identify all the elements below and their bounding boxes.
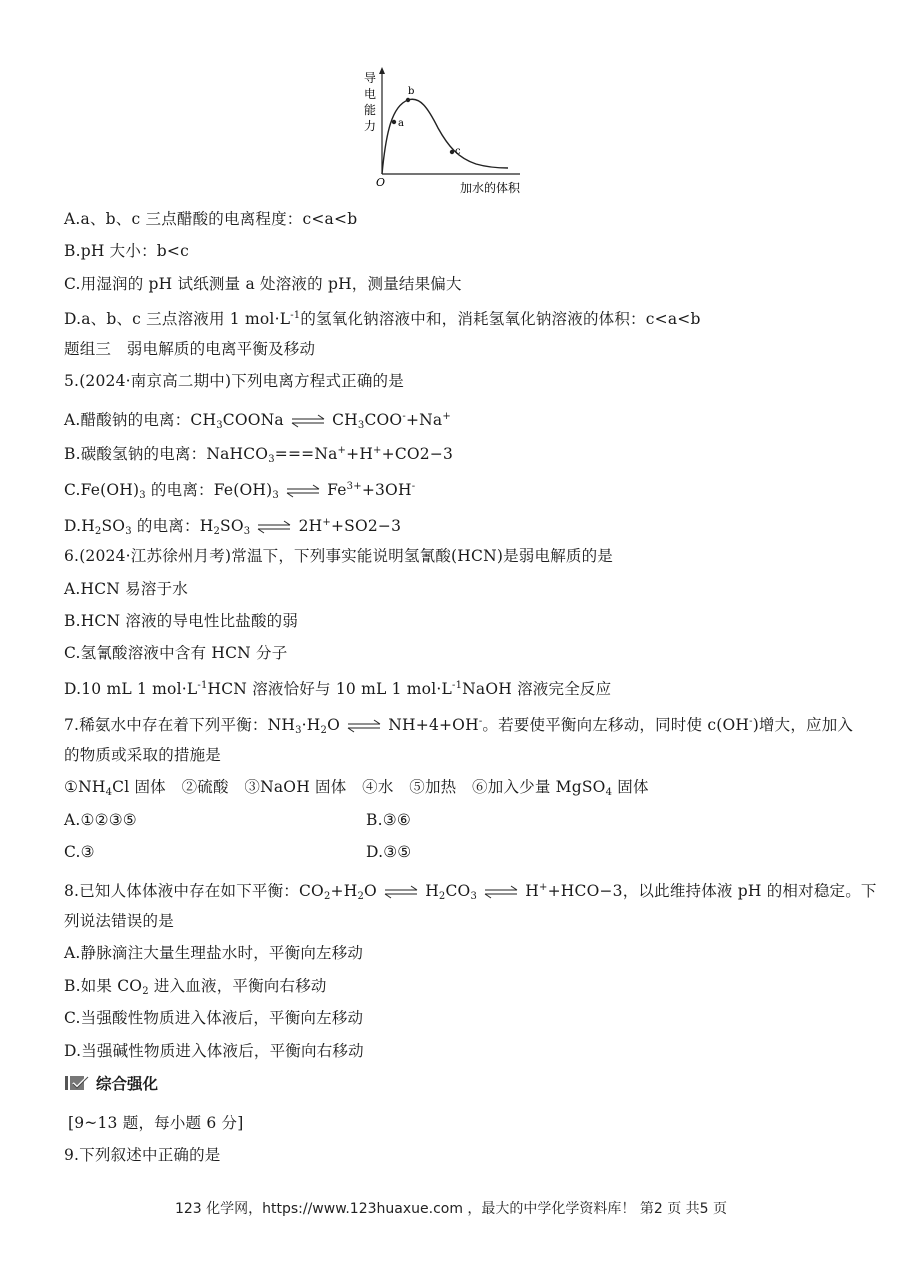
- q6-option-a: A.HCN 易溶于水: [64, 580, 188, 598]
- q7-measures: $①NH_4Cl$ 固体 ②硫酸 ③NaOH 固体 ④水 ⑤加热 ⑥加入少量 MgSO$_4$ 固体: [64, 778, 649, 798]
- section-header: [64, 1071, 158, 1095]
- q6-stem: 6.(2024·江苏徐州月考)常温下，下列事实能说明氢氰酸(HCN)是弱电解质的是: [64, 547, 613, 565]
- q7-option-a: A.①②③⑤: [64, 811, 137, 829]
- q4-option-c: C.用湿润的 pH 试纸测量 a 处溶液的 pH，测量结果偏大: [64, 275, 462, 293]
- reversible-arrow-icon: [346, 719, 382, 733]
- q8-option-a: A.静脉滴注大量生理盐水时，平衡向左移动: [64, 944, 364, 962]
- checklist-icon: [64, 1074, 90, 1092]
- q5-option-a: A.醋酸钠的电离：$CH_3COONa$ $CH_3COO^-+Na^+$: [64, 411, 451, 431]
- y-label-2: 电: [364, 87, 377, 101]
- q7-option-c: C.③: [64, 843, 95, 861]
- group3-heading: 题组三 弱电解质的电离平衡及移动: [64, 340, 316, 358]
- q7-option-b: B.③⑥: [366, 811, 411, 829]
- q8-stem-line2: 列说法错误的是: [64, 912, 174, 930]
- section-title: 综合强化: [96, 1075, 159, 1093]
- q5-option-b: B.碳酸氢钠的电离：NaHCO$_3$===Na++H++CO2−3: [64, 445, 454, 465]
- point-b-marker: [406, 98, 410, 102]
- point-a-label: a: [398, 118, 404, 129]
- q4-option-b: B.pH 大小：b<c: [64, 242, 189, 260]
- point-a-marker: [392, 120, 396, 124]
- y-label-3: 能: [364, 103, 377, 117]
- q9-stem: 9.下列叙述中正确的是: [64, 1146, 221, 1164]
- q5-option-d: $D.H_2SO_3$ 的电离：$H_2SO_3$ 2H++SO2−3: [64, 517, 402, 537]
- conductivity-curve: [382, 99, 508, 174]
- x-label: 加水的体积: [460, 181, 521, 195]
- q8-option-b: B.如果 $CO_2$ 进入血液，平衡向右移动: [64, 977, 327, 997]
- q5-stem: 5.(2024·南京高二期中)下列电离方程式正确的是: [64, 372, 404, 390]
- q8-option-c: C.当强酸性物质进入体液后，平衡向左移动: [64, 1009, 364, 1027]
- reversible-arrow-icon: [483, 885, 519, 899]
- point-b-label: b: [408, 86, 415, 97]
- y-axis-arrow: [379, 67, 385, 74]
- reversible-arrow-icon: [285, 484, 321, 498]
- q6-option-b: B.HCN 溶液的导电性比盐酸的弱: [64, 612, 299, 630]
- q8-option-d: D.当强碱性物质进入体液后，平衡向右移动: [64, 1042, 364, 1060]
- page-footer: 123 化学网，https://www.123huaxue.com ，最大的中学化学资料库！ 第2 页 共5 页: [174, 1201, 728, 1217]
- y-label-1: 导: [364, 71, 377, 85]
- q4-option-a: A.a、b、c 三点醋酸的电离程度：c<a<b: [64, 210, 358, 228]
- q4-option-d: D.a、b、c 三点溶液用 1 $mol\cdot L^{-1}$的氢氧化钠溶液中和，消耗氢氧化钠溶液的体积：c<a<b: [64, 310, 701, 328]
- reversible-arrow-icon: [256, 520, 292, 534]
- question-range: [9~13 题，每小题 6 分]: [68, 1114, 244, 1132]
- origin-label: O: [376, 176, 386, 189]
- q6-option-c: C.氢氰酸溶液中含有 HCN 分子: [64, 644, 288, 662]
- point-c-marker: [450, 150, 454, 154]
- q7-option-d: D.③⑤: [366, 843, 412, 861]
- reversible-arrow-icon: [290, 414, 326, 428]
- point-c-label: c: [455, 146, 461, 157]
- q7-stem: 7.稀氨水中存在着下列平衡：$NH_3\cdot H_2O$ NH+4+OH-。若要使平衡向左移动，同时使 c(OH-)增大，应加入: [64, 716, 854, 736]
- reversible-arrow-icon: [383, 885, 419, 899]
- y-label-4: 力: [364, 119, 377, 133]
- conductivity-graph: [362, 62, 542, 202]
- q5-option-c: $C.Fe(OH)_3$ 的电离：$Fe(OH)_3$ $Fe^{3+}+3OH^-$: [64, 481, 416, 501]
- q6-option-d: D.10 mL 1 $mol\cdot L^{-1}HCN$ 溶液恰好与 10 mL 1 $mol\cdot L^{-1}NaOH$ 溶液完全反应: [64, 680, 612, 698]
- q8-stem: 8.已知人体体液中存在如下平衡：$CO_2+H_2O$ $H_2CO_3$ H++HCO−3，以此维持体液 pH 的相对稳定。下: [64, 882, 877, 902]
- q7-stem-line2: 的物质或采取的措施是: [64, 746, 222, 764]
